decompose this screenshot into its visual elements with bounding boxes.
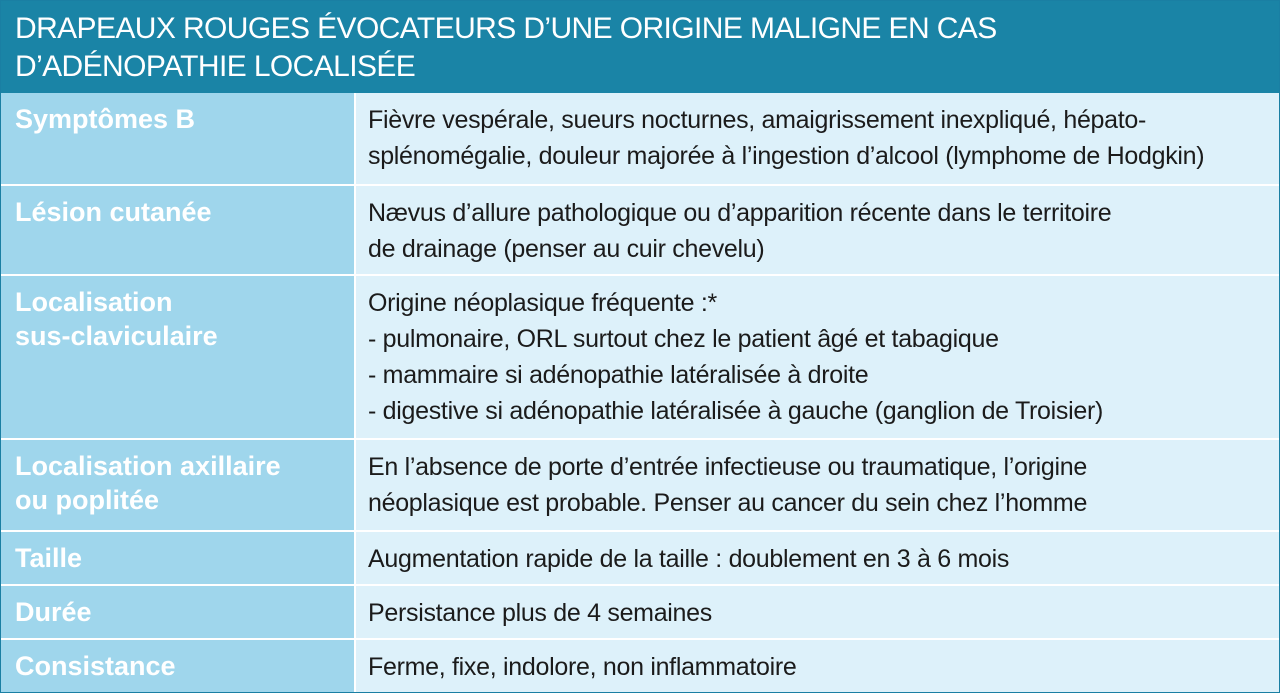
row-value — [355, 439, 1279, 531]
row-value-text: En l’absence de porte d’entrée infectieuse ou traumatique, l’origine — [368, 453, 1087, 481]
row-value-text: Fièvre vespérale, sueurs nocturnes, amaigrissement inexpliqué, hépato- — [368, 106, 1147, 134]
table-row-localisation-axillaire — [1, 439, 1279, 531]
row-value-text: Ferme, fixe, indolore, non inflammatoire — [368, 653, 797, 681]
table-row-taille — [1, 531, 1279, 585]
row-label — [1, 185, 355, 275]
table-title-line-2: D’ADÉNOPATHIE LOCALISÉE — [15, 50, 416, 83]
row-value-text: Augmentation rapide de la taille : doublement en 3 à 6 mois — [368, 545, 1010, 573]
table-row-consistance — [1, 639, 1279, 692]
row-label — [1, 531, 355, 585]
row-label — [1, 93, 355, 185]
row-value — [355, 531, 1279, 585]
row-value — [355, 185, 1279, 275]
row-label-text: Symptômes B — [15, 104, 196, 134]
row-value-text: Origine néoplasique fréquente :* — [368, 289, 717, 317]
row-label — [1, 639, 355, 692]
row-value-text: - digestive si adénopathie latéralisée à gauche (ganglion de Troisier) — [368, 397, 1104, 425]
row-value — [355, 93, 1279, 185]
table-row-localisation-sus-claviculaire — [1, 275, 1279, 439]
table-title-line-1: DRAPEAUX ROUGES ÉVOCATEURS D’UNE ORIGINE MALIGNE EN CAS — [15, 12, 997, 45]
red-flags-table — [1, 93, 1279, 692]
row-value-text: de drainage (penser au cuir chevelu) — [368, 235, 765, 263]
row-value — [355, 585, 1279, 639]
table-row-lesion-cutanee — [1, 185, 1279, 275]
row-value-text: - pulmonaire, ORL surtout chez le patient âgé et tabagique — [368, 325, 999, 353]
row-label-text: Consistance — [15, 651, 176, 681]
table-row-duree — [1, 585, 1279, 639]
row-value-text: - mammaire si adénopathie latéralisée à droite — [368, 361, 869, 389]
row-label-text: Taille — [15, 543, 83, 573]
row-value-text: néoplasique est probable. Penser au cancer du sein chez l’homme — [368, 489, 1088, 517]
table-row-symptomes-b — [1, 93, 1279, 185]
row-label — [1, 275, 355, 439]
row-value — [355, 275, 1279, 439]
row-value-text: splénomégalie, douleur majorée à l’ingestion d’alcool (lymphome de Hodgkin) — [368, 142, 1205, 170]
row-label-text: Durée — [15, 597, 92, 627]
table-title — [1, 1, 1279, 93]
row-value-text: Nævus d’allure pathologique ou d’apparition récente dans le territoire — [368, 199, 1112, 227]
row-label-text: ou poplitée — [15, 485, 159, 515]
row-label — [1, 439, 355, 531]
row-label — [1, 585, 355, 639]
row-label-text: Lésion cutanée — [15, 197, 212, 227]
row-label-text: Localisation — [15, 287, 173, 317]
row-label-text: Localisation axillaire — [15, 451, 281, 481]
row-value — [355, 639, 1279, 692]
row-value-text: Persistance plus de 4 semaines — [368, 599, 712, 627]
row-label-text: sus-claviculaire — [15, 321, 218, 351]
